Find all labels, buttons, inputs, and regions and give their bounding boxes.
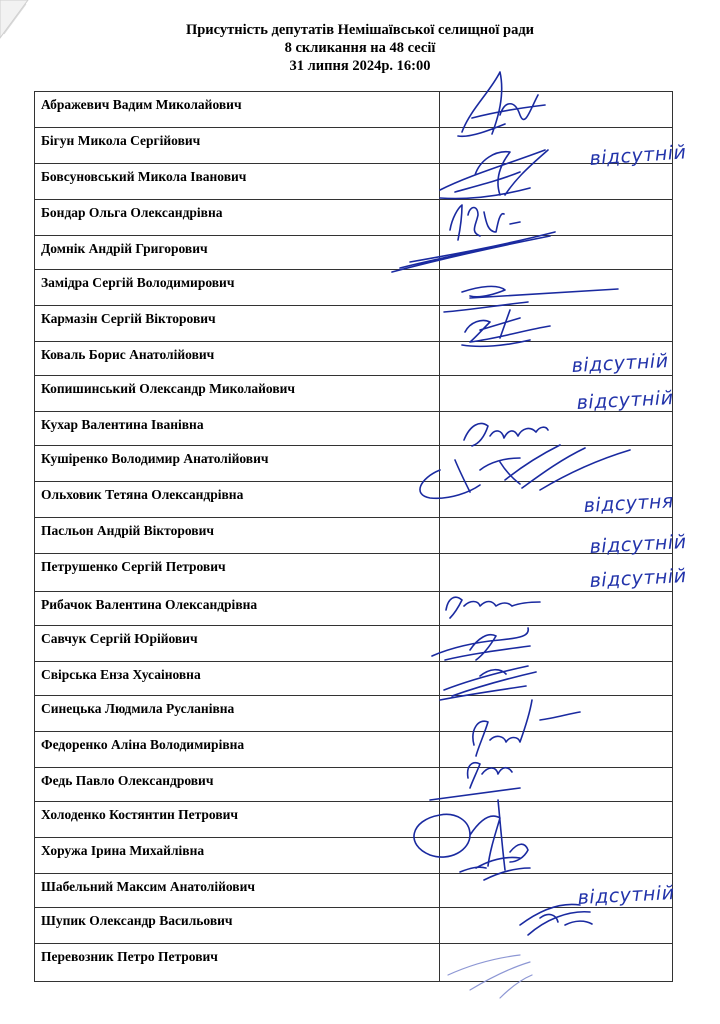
signature-cell [440,164,673,200]
deputy-row [35,908,673,944]
deputy-row [35,446,673,482]
deputy-name: Кухар Валентина Іванівна [35,412,440,446]
absent-note: відсутній [576,386,675,414]
deputy-name: Перевозник Петро Петрович [35,944,440,982]
signature-cell [440,554,673,592]
deputy-name: Пасльон Андрій Вікторович [35,518,440,554]
absent-note: відсутній [589,564,688,592]
signature-cell [440,412,673,446]
deputy-name: Шабельний Максим Анатолійович [35,874,440,908]
signature-cell [440,768,673,802]
deputy-row [35,270,673,306]
deputy-row [35,626,673,662]
signature-cell [440,92,673,128]
deputy-row [35,376,673,412]
deputy-row [35,164,673,200]
deputy-name: Хоружа Ірина Михайлівна [35,838,440,874]
title-line-1: Присутність депутатів Немішаївської селищної ради [185,22,535,38]
deputy-name: Синецька Людмила Русланівна [35,696,440,732]
document-title [0,21,720,75]
signature-cell [440,200,673,236]
deputy-row [35,92,673,128]
signature-cell [440,732,673,768]
signature-cell [440,236,673,270]
absent-note: відсутня [583,490,675,517]
signature-cell [440,518,673,554]
deputy-row [35,802,673,838]
signature-cell [440,696,673,732]
attendance-table [34,91,676,982]
deputy-name: Бондар Ольга Олександрівна [35,200,440,236]
deputy-name: Домнік Андрій Григорович [35,236,440,270]
deputy-name: Замідра Сергій Володимирович [35,270,440,306]
deputy-row [35,944,673,982]
signature-cell [440,342,673,376]
deputy-row [35,874,673,908]
deputy-name: Петрушенко Сергій Петрович [35,554,440,592]
deputy-name: Федоренко Аліна Володимирівна [35,732,440,768]
deputy-name: Савчук Сергій Юрійович [35,626,440,662]
title-line-2: 8 скликання на 48 сесії [284,40,436,56]
signature-cell [440,592,673,626]
absent-note: відсутній [577,881,676,909]
signature-cell [440,874,676,909]
deputy-row [35,128,673,164]
signature-cell [440,482,673,518]
deputy-row [35,592,673,626]
absent-note: відсутній [589,530,688,558]
deputy-row [35,768,673,802]
absent-note: відсутній [588,141,688,170]
deputy-name: Копишинський Олександр Миколайович [35,376,440,412]
deputy-row [35,342,673,376]
deputy-row [35,306,673,342]
absent-note: відсутній [571,349,670,377]
signature-cell [440,944,673,982]
signature-cell [440,626,673,662]
deputy-name: Шупик Олександр Васильович [35,908,440,944]
attendance-table-body [35,92,676,982]
signature-cell [440,802,673,838]
deputy-row [35,732,673,768]
deputy-name: Бігун Микола Сергійович [35,128,440,164]
deputy-row [35,838,673,874]
signature-cell [440,446,673,482]
deputy-name: Свірська Енза Хусаіновна [35,662,440,696]
signature-cell [440,662,673,696]
deputy-row [35,200,673,236]
deputy-name: Кармазін Сергій Вікторович [35,306,440,342]
deputy-name: Федь Павло Олександрович [35,768,440,802]
signature-cell [440,128,673,164]
deputy-name: Ольховик Тетяна Олександрівна [35,482,440,518]
deputy-row [35,554,673,592]
deputy-row [35,412,673,446]
title-line-3: 31 липня 2024р. 16:00 [289,58,431,74]
signature-cell [440,908,673,944]
deputy-name: Кушіренко Володимир Анатолійович [35,446,440,482]
deputy-row [35,236,673,270]
deputy-row [35,482,673,518]
deputy-name: Абражевич Вадим Миколайович [35,92,440,128]
signature-cell [440,376,673,412]
deputy-name: Рибачок Валентина Олександрівна [35,592,440,626]
deputy-row [35,662,673,696]
deputy-name: Коваль Борис Анатолійович [35,342,440,376]
signature-cell [440,838,673,874]
deputy-name: Бовсуновський Микола Іванович [35,164,440,200]
deputy-row [35,696,673,732]
signature-cell [440,306,673,342]
deputy-name: Холоденко Костянтин Петрович [35,802,440,838]
signature-cell [440,270,673,306]
deputy-row [35,518,673,554]
